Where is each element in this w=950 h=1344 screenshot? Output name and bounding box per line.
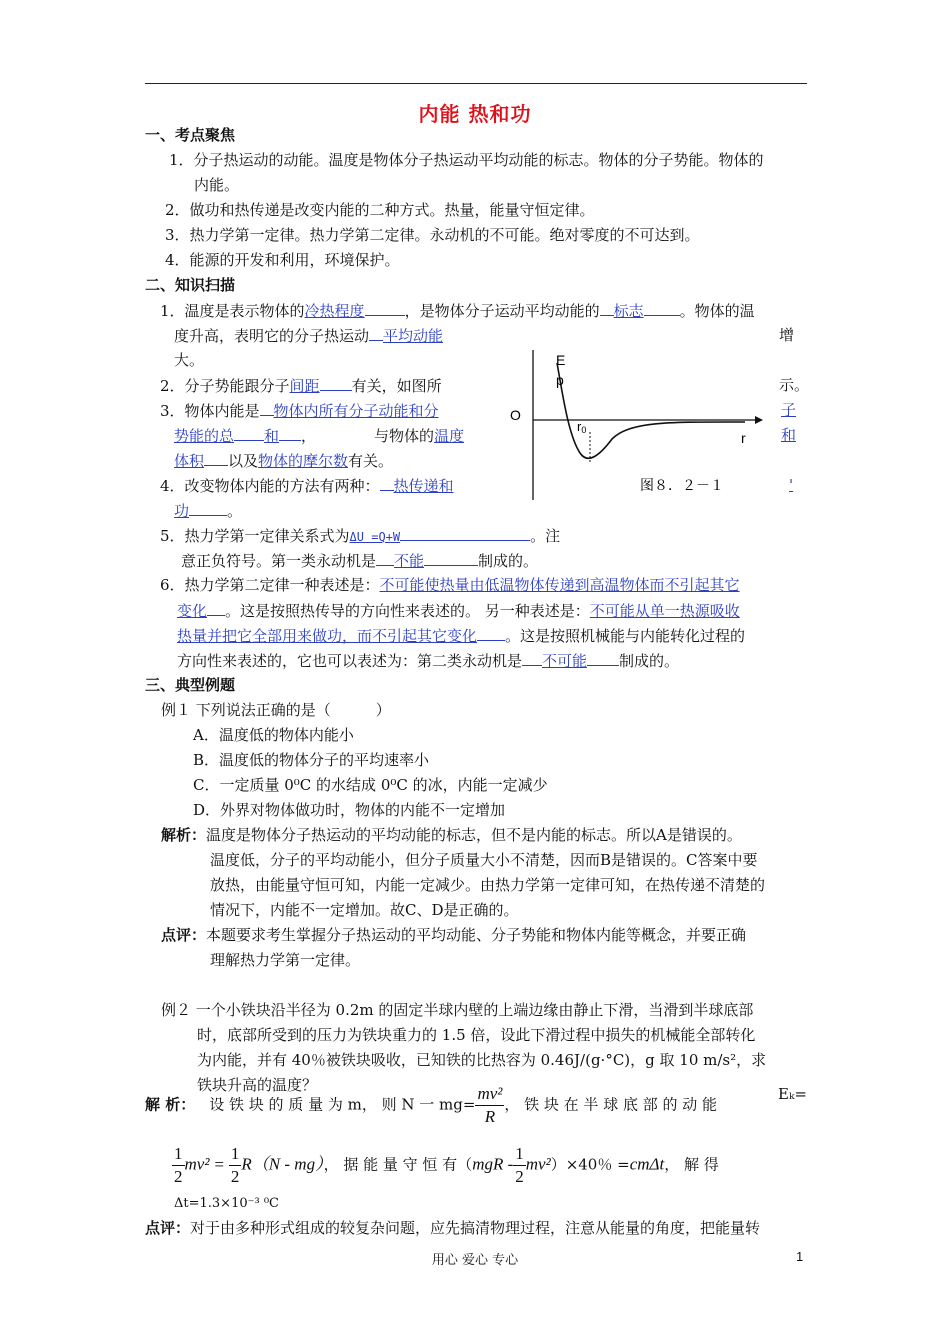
section-heading-focus: 一、考点聚焦 (145, 126, 236, 144)
potential-energy-figure (500, 345, 790, 505)
scan-line-5: 3．物体内能是 物体内所有分子动能和分 (160, 398, 439, 424)
scan-line-10: 5．热力学第一定律关系式为ΔU =Q+W 。注 (160, 523, 560, 550)
figure-caption: 图８．２－１ (640, 477, 724, 493)
axis-label-e: E (556, 352, 566, 368)
option-a: A．温度低的物体内能小 (193, 726, 354, 744)
section-heading-scan: 二、知识扫描 (145, 276, 236, 294)
blank-answer: 间距 (289, 377, 320, 395)
blank-answer: 热传递和 (393, 477, 454, 495)
x-axis-label: r (741, 430, 746, 446)
scan-line-8: 4．改变物体内能的方法有两种： 热传递和 (160, 473, 454, 499)
focus-item-1-cont: 内能。 (194, 176, 240, 194)
blank-answer: 平均动能 (383, 327, 444, 345)
example-1-question: 例１ 下列说法正确的是（ ） (161, 701, 391, 719)
origin-label: O (510, 407, 521, 423)
example-1-review: 点评：本题要求考生掌握分子热运动的平均动能、分子势能和物体内能等概念，并要正确 (161, 926, 747, 944)
focus-item-3: 3．热力学第一定律。热力学第二定律。永动机的不可能。绝对零度的不可达到。 (165, 226, 700, 244)
scan-line-13: 变化 。这是按照热传导的方向性来表述的。 另一种表述是：不可能从单一热源吸收 (177, 598, 740, 624)
axis-label-p: p (556, 372, 564, 388)
blank-answer: 不能 (394, 552, 425, 570)
focus-item-2: 2．做功和热传递是改变内能的二种方式。热量，能量守恒定律。 (165, 201, 595, 219)
example-2-question: 例２ 一个小铁块沿半径为 0.2m 的固定半球内壁的上端边缘由静止下滑，当滑到半球底部 (161, 1001, 754, 1019)
blank-answer: 冷热程度 (304, 302, 365, 320)
blank-answer: 标志 (613, 302, 644, 320)
header-rule (145, 83, 807, 84)
scan-line-12: 6．热力学第二定律一种表述是：不可能使热量由低温物体传递到高温物体而不引起其它 (160, 576, 740, 594)
scan-line-1: 1．温度是表示物体的冷热程度 ，是物体分子运动平均动能的 标志 。物体的温 (160, 298, 755, 324)
section-heading-examples: 三、典型例题 (145, 676, 236, 694)
scan-line-2: 度升高，表明它的分子热运动 平均动能 (174, 323, 443, 349)
blank-answer: 物体内所有分子动能和分 (273, 402, 439, 420)
page-number: 1 (796, 1249, 804, 1264)
scan-line-7: 体积 以及物体的摩尔数有关。 (174, 448, 393, 474)
example-2-analysis-line-2: $\frac{1}{2}$ mv² = $\frac{1}{2}$ R（N - mg）， 据 能 量 守 恒 有（mgR - $\frac{1}{2}$ mv²）×40％ =cmΔt， 解 得 (174, 1144, 719, 1186)
option-c: C．一定质量 0⁰C 的水结成 0⁰C 的冰，内能一定减少 (193, 776, 548, 794)
scan-line-15: 方向性来表述的，它也可以表述为：第二类永动机是 不可能 制成的。 (177, 648, 679, 674)
scan-line-6: 势能的总 和 ， 与物体的温度 (174, 423, 464, 449)
formula-fraction: $\frac{\text{mv²}}{R}$ (477, 1084, 503, 1126)
example-2-review: 点评：对于由多种形式组成的较复杂问题，应先搞清物理过程，注意从能量的角度，把能量转 (145, 1219, 761, 1237)
example-2-result: Δt=1.3×10⁻³ ⁰C (174, 1196, 279, 1211)
blank-answer: 不可能使热量由低温物体传递到高温物体而不引起其它 (379, 576, 740, 594)
scan-line-11: 意正负符号。第一类永动机是 不能 制成的。 (181, 548, 538, 574)
document-page: 内能 热和功 一、考点聚焦 1．分子热运动的动能。温度是物体分子热运动平均动能的标志。物体的分子势能。物体的 内能。 2．做功和热传递是改变内能的二种方式。热量，能量守恒定律。 3．热力学第一定律。热力学第二定律。永动机的不可能。绝对零度的不可达到。 4．能源的开发和利用，环境保护。 二、知识扫描 1．温度是表示物体的冷热程度 ，是物体分子运动平均动能的 标志 。物体的温 度升高，表明它的分子热运动 平均动能 增 大。 2．分子势能跟分子间距 有关，如图所 示。 3．物体内能是 物体内所有分子动能和分 子 势能的总 和 ， 与物体的温度 和 体积 以及物体的摩尔数有关。 4．改变物体内能的方法有两种： 热传递和 ' 功 。 5．热力学第一定律关系式为ΔU =Q+W 。注 意正负符号。第一类永动机是 不能 制成的。 6．热力学第二定律一种表述是：不可能使热量由低温物体传递到高温物体而不引起其它 变化 。这是按照热传导的方向性来表述的。 另一种表述是：不可能从单一热源吸收 热量并把它全部用来做功，而不引起其它变化 。这是按照机械能与内能转化过程的 方向性来表述的，它也可以表述为：第二类永动机是 不可能 制成的。 E p O r0 r 图８．２－１ 三、典型例题 例１ 下列说法正确的是（ ） A．温度低的物体内能小 B．温度低的物体分子的平均速率小 C．一定质量 0⁰C 的水结成 0⁰C 的冰，内能一定减少 D．外界对物体做功时，物体的内能不一定增加 解析：温度是物体分子热运动的平均动能的标志，但不是内能的标志。所以A是错误的。 温度低，分子的平均动能小，但分子质量大小不清楚，因而B是错误的。C答案中要 放热，由能量守恒可知，内能一定减少。由热力学第一定律可知，在热传递不清楚的 情况下，内能不一定增加。故C、D是正确的。 点评：本题要求考生掌握分子热运动的平均动能、分子势能和物体内能等概念，并要正确 理解热力学第一定律。 例２ 一个小铁块沿半径为 0.2m 的固定半球内壁的上端边缘由静止下滑，当滑到半球底部 时，底部所受到的压力为铁块重力的 1.5 倍，设此下滑过程中损失的机械能全部转化 为内能，并有 40％被铁块吸收，已知铁的比热容为 0.46J/(g·°C)，g 取 10 m/s²，求 铁块升高的温度？ 解 析： 设 铁 块 的 质 量 为 m， 则 N 一 mg= $\frac{\text{mv²}}{R}$ ， 铁 块 在 半 球 底 部 的 动 能 Eₖ= $\frac{1}{2}$ mv² = $\frac{1}{2}$ R（N - mg）， 据 能 量 守 恒 有（mgR - $\frac{1}{2}$ mv²）×40％ =cmΔt， 解 得 Δt=1.3×10⁻³ ⁰C 点评：对于由多种形式组成的较复杂问题，应先搞清物理过程，注意从能量的角度，把能量转 用心 爱心 专心 1 (0, 0, 950, 1344)
focus-item-4: 4．能源的开发和利用，环境保护。 (165, 251, 400, 269)
scan-line-14: 热量并把它全部用来做功，而不引起其它变化 。这是按照机械能与内能转化过程的 (177, 623, 745, 649)
scan-line-4: 2．分子势能跟分子间距 有关，如图所 (160, 373, 442, 399)
example-1-analysis: 解析：温度是物体分子热运动的平均动能的标志，但不是内能的标志。所以A是错误的。 (161, 826, 742, 844)
example-2-analysis-line-1: 解 析： 设 铁 块 的 质 量 为 m， 则 N 一 mg= $\frac{\text{mv²}}{R}$ ， 铁 块 在 半 球 底 部 的 动 能 (145, 1084, 718, 1126)
option-d: D．外界对物体做功时，物体的内能不一定增加 (193, 801, 506, 819)
blank-answer: ΔU =Q+W (349, 530, 401, 544)
r0-label: r0 (577, 419, 587, 435)
potential-curve (557, 363, 745, 458)
blank-answer: 不可能从单一热源吸收 (589, 602, 740, 620)
blank-answer: 物体的摩尔数 (258, 452, 349, 470)
page-footer: 用心 爱心 专心 (431, 1253, 519, 1268)
x-axis-arrow (755, 416, 763, 424)
focus-item-1: 1．分子热运动的动能。温度是物体分子热运动平均动能的标志。物体的分子势能。物体的 (169, 151, 764, 169)
option-b: B．温度低的物体分子的平均速率小 (193, 751, 430, 769)
page-title: 内能 热和功 (418, 102, 532, 126)
blank-answer: 不可能 (542, 652, 588, 670)
blank-answer: 温度 (434, 427, 465, 445)
